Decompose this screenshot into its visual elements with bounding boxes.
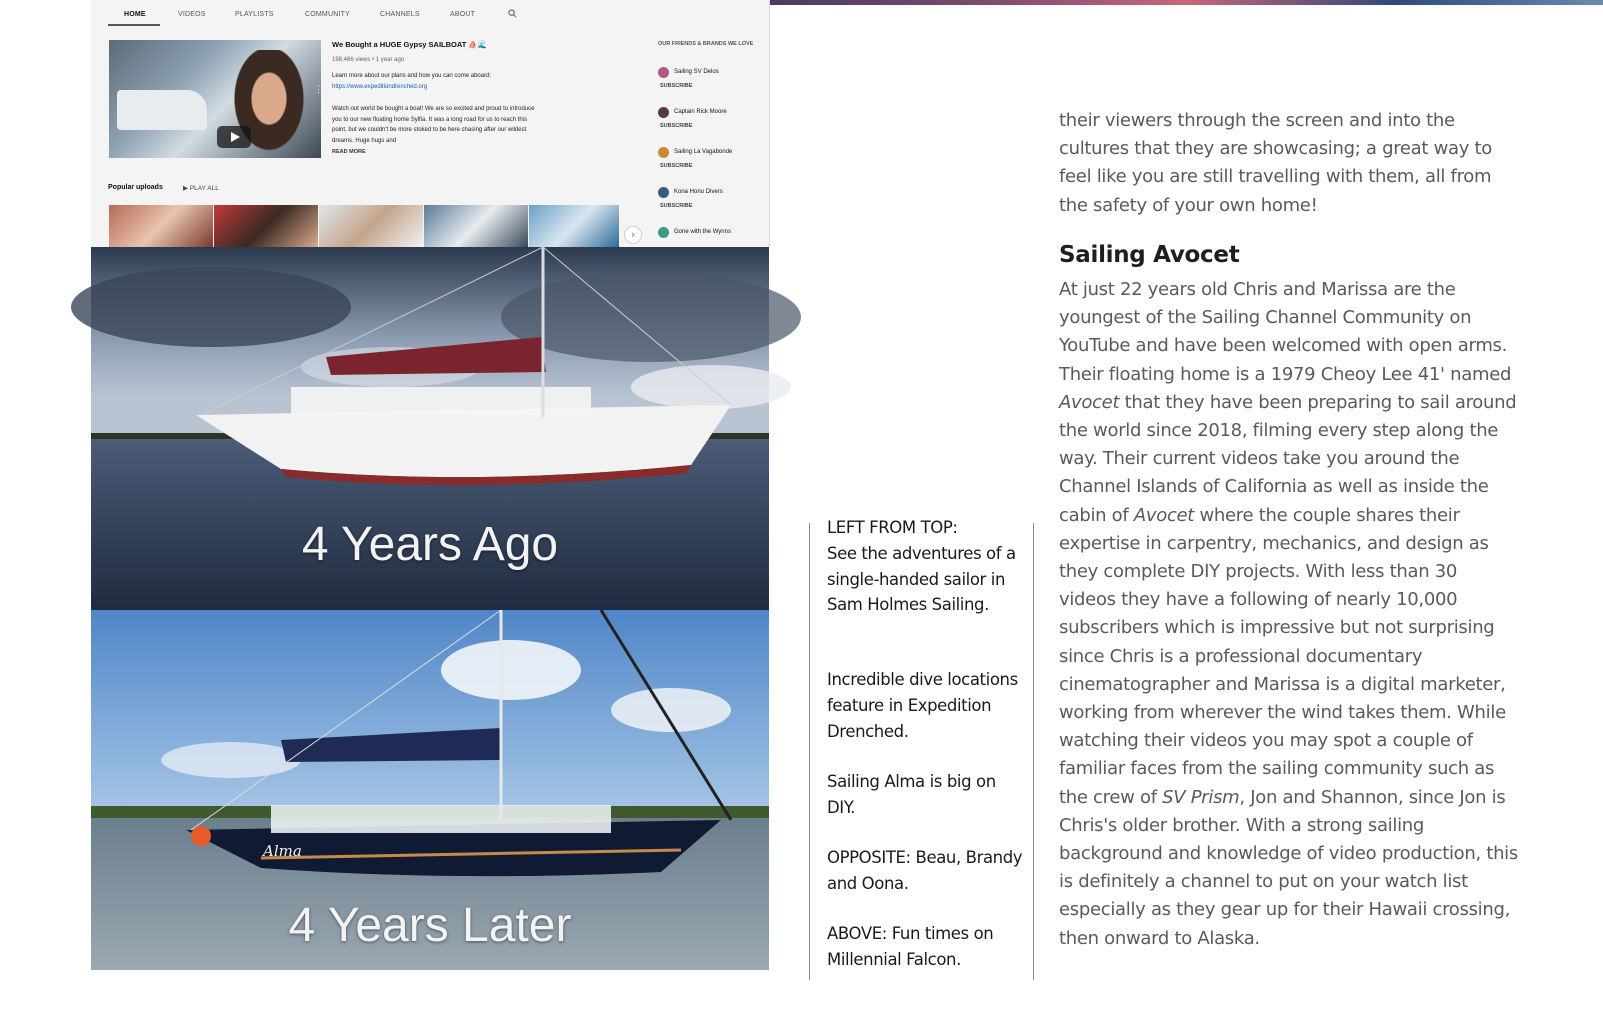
- boat-image: [117, 90, 207, 130]
- upload-thumbnail[interactable]: [529, 205, 619, 247]
- caption-opposite: OPPOSITE: Beau, Brandy and Oona.: [827, 848, 1023, 893]
- caption-label: LEFT FROM TOP:: [827, 518, 958, 537]
- subscribe-button[interactable]: SUBSCRIBE: [660, 163, 693, 169]
- featured-video-thumbnail[interactable]: [109, 40, 321, 158]
- after-caption: 4 Years Later: [288, 899, 572, 952]
- play-icon[interactable]: [217, 126, 251, 148]
- boat-name-label: Alma: [263, 842, 302, 860]
- featured-channel[interactable]: [658, 187, 768, 217]
- paragraph-text: where the couple shares their expertise in carpentry, mechanics, and design as they complete DIY projects. With less than 30 videos they have a following of nearly 10,000 subscribers which is impressive but not surprising since Chris is a professional documentary cinematographer and Marissa is a digital marketer, working from wherever the wind takes them. While watching their videos you may spot a couple of familiar faces from the sailing community such as the crew of: [1059, 504, 1506, 808]
- more-options-icon[interactable]: ⋮: [314, 84, 323, 94]
- youtube-channel-screenshot: [91, 0, 770, 247]
- channel-avatar: [658, 187, 669, 198]
- boat-name: SV Prism: [1162, 786, 1240, 808]
- chevron-right-icon[interactable]: ›: [624, 226, 642, 244]
- sailboat-photo-after: [91, 610, 769, 970]
- channel-avatar: [658, 107, 669, 118]
- paragraph-text: At just 22 years old Chris and Marissa are the youngest of the Sailing Channel Community on YouTube and have been welcomed with open arms. Their floating home is a 1979 Cheoy Lee 41' named: [1059, 279, 1512, 385]
- channel-avatar: [658, 67, 669, 78]
- video-description-body: Watch out world be bought a boat! We are so excited and proud to introduce you to our new floating home Sylfia. It was a long road for us to reach this point, but we couldn't be more stoked to be here chasing after our wildest dreams. Huge hugs and: [332, 106, 535, 144]
- caption-dive: Incredible dive locations feature in Expedition Drenched.: [827, 670, 1018, 741]
- tab-videos[interactable]: VIDEOS: [178, 11, 206, 18]
- play-all-label: PLAY ALL: [189, 185, 219, 192]
- paragraph-text: , Jon and Shannon, since Jon is Chris's older brother. With a strong sailing background and knowledge of video production, this is definitely a channel to put on your watch list especially as they gear up for their Hawaii crossing, then onward to Alaska.: [1059, 786, 1518, 949]
- article-intro-paragraph: their viewers through the screen and into the cultures that they are showcasing; a great way to feel like you are still travelling with them, all from the safety of your own home!: [1059, 110, 1492, 216]
- boat-name: Avocet: [1059, 391, 1120, 413]
- featured-channels-heading: OUR FRIENDS & BRANDS WE LOVE: [658, 41, 754, 47]
- upload-thumbnail[interactable]: [109, 205, 213, 247]
- play-all-icon: ▶: [183, 185, 190, 192]
- tab-channels[interactable]: CHANNELS: [380, 11, 420, 18]
- channel-name[interactable]: Sailing La Vagabonde: [674, 149, 733, 155]
- subscribe-button[interactable]: SUBSCRIBE: [660, 123, 693, 129]
- search-icon[interactable]: [508, 9, 517, 18]
- caption-text: See the adventures of a single-handed sailor in Sam Holmes Sailing.: [827, 543, 1016, 615]
- caption-above: ABOVE: Fun times on Millennial Falcon.: [827, 924, 994, 969]
- channel-avatar: [658, 227, 669, 238]
- before-caption: 4 Years Ago: [301, 518, 559, 571]
- video-description-intro: Learn more about our plans and how you can come aboard:: [332, 73, 492, 79]
- channel-name[interactable]: Captain Rick Moore: [674, 109, 727, 115]
- upload-thumbnail[interactable]: [319, 205, 423, 247]
- channel-avatar: [658, 147, 669, 158]
- photo-captions: [809, 518, 1034, 980]
- top-photo-strip: [769, 0, 1603, 5]
- article-avocet-paragraph: [1059, 276, 1519, 953]
- section-heading: Sailing Avocet: [1059, 242, 1240, 268]
- tab-community[interactable]: COMMUNITY: [305, 11, 350, 18]
- tab-playlists[interactable]: PLAYLISTS: [235, 11, 274, 18]
- subscribe-button[interactable]: SUBSCRIBE: [660, 203, 693, 209]
- sailboat-photo-before: [91, 247, 769, 610]
- channel-name[interactable]: Gone with the Wynns: [674, 229, 731, 235]
- featured-channel[interactable]: [658, 147, 768, 177]
- channel-name[interactable]: Sailing SV Delos: [674, 69, 719, 75]
- tab-about[interactable]: ABOUT: [450, 11, 476, 18]
- video-meta: 198,466 views • 1 year ago: [332, 57, 405, 63]
- subscribe-button[interactable]: SUBSCRIBE: [660, 83, 693, 89]
- read-more-link[interactable]: READ MORE: [332, 149, 366, 155]
- video-title[interactable]: We Bought a HUGE Gypsy SAILBOAT ⛵🌊: [332, 40, 488, 49]
- caption-alma: Sailing Alma is big on DIY.: [827, 772, 996, 817]
- boat-name: Avocet: [1133, 504, 1195, 526]
- channel-name[interactable]: Kona Honu Divers: [674, 189, 723, 195]
- video-description-link[interactable]: https://www.expeditiondrenched.org: [332, 84, 428, 90]
- featured-channel[interactable]: [658, 107, 768, 137]
- paragraph-text: that they have been preparing to sail around the world since 2018, filming every step along the way. Their current videos take you around the Channel Islands of California as well as inside the cabin of: [1059, 391, 1517, 526]
- featured-channel[interactable]: [658, 67, 768, 97]
- youtube-tab-bar: [91, 0, 769, 28]
- active-tab-underline: [108, 24, 160, 26]
- tab-home[interactable]: HOME: [124, 11, 146, 18]
- caption-left-from-top: [827, 515, 1027, 618]
- play-all-button[interactable]: [183, 184, 219, 192]
- upload-thumbnail[interactable]: [214, 205, 318, 247]
- popular-uploads-heading: Popular uploads: [108, 184, 163, 191]
- upload-thumbnail[interactable]: [424, 205, 528, 247]
